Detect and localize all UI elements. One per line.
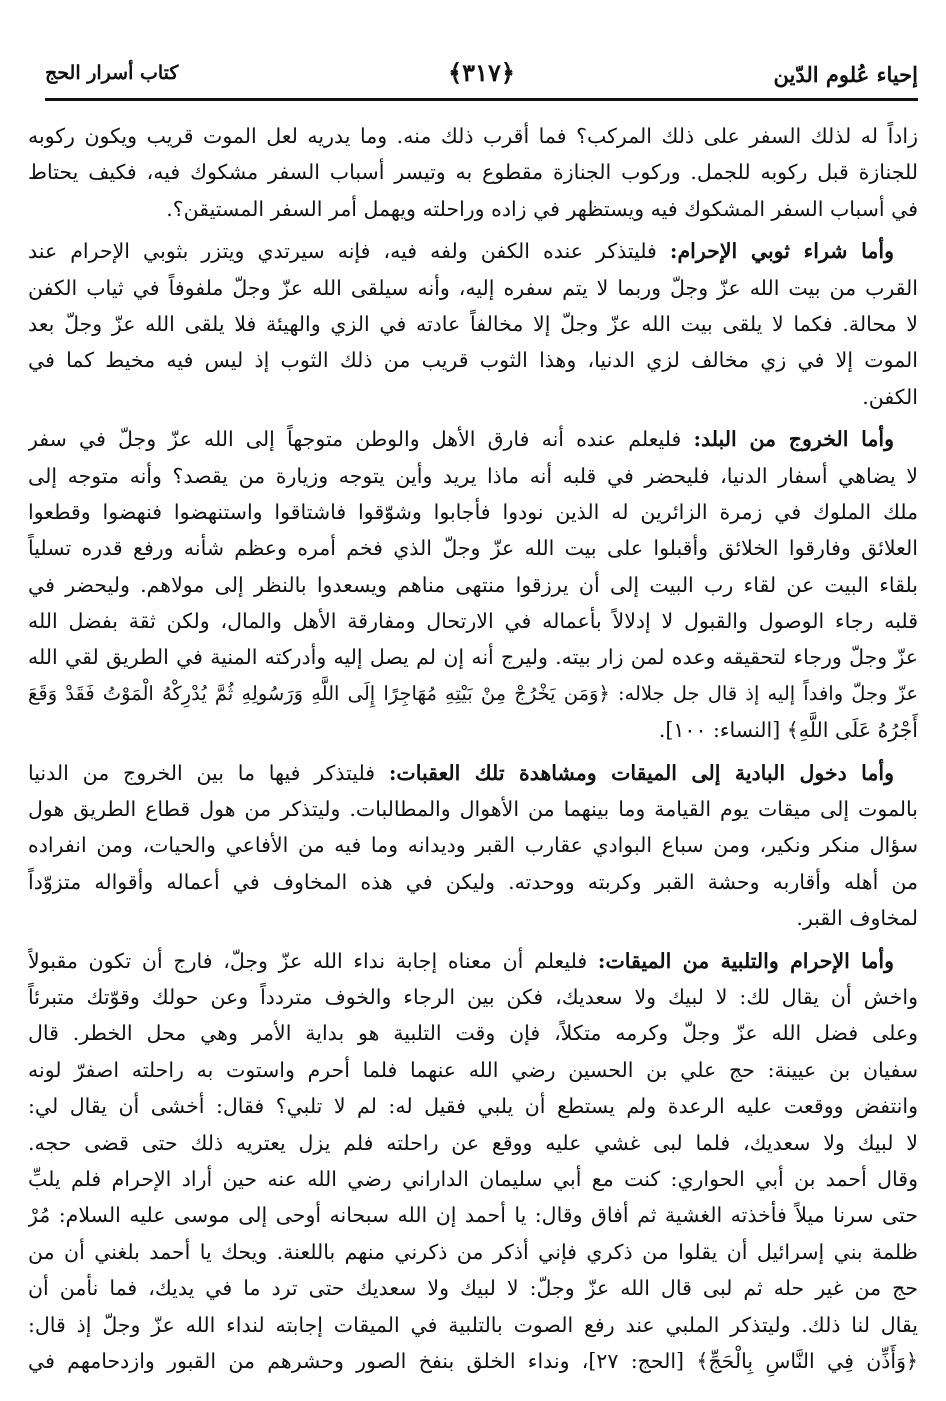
paragraph xyxy=(28,943,918,1380)
page-header xyxy=(45,58,918,98)
paragraph xyxy=(28,421,918,749)
header-rule xyxy=(45,98,918,101)
text-line: لا يضاهي أسفار الدنيا، فليحضر في قلبه أنه ماذا يريد وأين يتوجه وزيارة من يقصد؟ وأنه متوجه إلى xyxy=(28,463,918,488)
text-line: يقال لنا ذلك. وليتذكر الملبي عند رفع الصوت بالتلبية في الميقات إجابته لنداء الله عزّ وجلّ إذ قال: xyxy=(28,1312,918,1337)
text-line: ملك الملوك في زمرة الزائرين له الذين نودوا فأجابوا وشوّقوا فاشتاقوا واستنهضوا فنهضوا وقطعوا xyxy=(28,499,918,524)
text-line: قلبه رجاء الوصول والقبول لا إدلالاً بأعماله في الارتحال ومفارقة الأهل والمال، ولكن ثقة بفضل الله xyxy=(28,609,918,634)
text-line: عزّ وجلّ ورجاء لتحقيقه وعده لمن زار بيته. وليرج أنه إن لم يصل إليه وأدركته المنية في الطريق لقي الله xyxy=(28,645,918,670)
text-line: العلائق وفارقوا الخلائق وأقبلوا على بيت الله عزّ وجلّ الذي فخم أمره وعظم شأنه ورفع قدره تسلياً xyxy=(28,536,918,561)
text-line: لا لبيك ولا سعديك، فلما لبى غشي عليه ووقع عن راحلته فلم يزل يعتريه ذلك حتى قضى حجه. xyxy=(28,1130,918,1155)
text-line: القرب من بيت الله عزّ وجلّ وربما لا يتم سفره إليه، وأنه سيلقى الله عزّ وجلّ ملفوفاً في ثياب الكفن xyxy=(28,275,918,300)
text-span: فليعلم أن معناه إجابة نداء الله عزّ وجلّ، فارج أن تكون مقبولاً xyxy=(28,948,598,973)
text-span: فليتذكر عنده الكفن ولفه فيه، فإنه سيرتدي ويتزر بثوبي الإحرام عند xyxy=(28,239,670,264)
quran-quote-line: عزّ وجلّ وافداً إليه إذ قال جل جلاله: ﴿وَمَن يَخْرُجْ مِنْ بَيْتِهِ مُهَاجِرًا إِلَى اللَّهِ وَرَسُولِهِ ثُمَّ يُدْرِكْهُ الْمَوْتُ فَقَدْ وَقَعَ xyxy=(28,681,918,705)
text-line: لا محالة. فكما لا يلقى بيت الله عزّ وجلّ إلا مخالفاً عادته في الزي والهيئة فلا يلقى الله عزّ وجلّ بعد xyxy=(28,311,918,336)
text-line: حتى سرنا ميلاً فأخذته الغشية ثم أفاق وقال: يا أحمد إن الله سبحانه أوحى إلى موسى عليه السلام: مُرْ xyxy=(28,1203,918,1228)
text-line: بالموت إلى ميقات يوم القيامة وما بينهما من الأهوال والمطالبات. وليتذكر من هول قطاع الطريق هول xyxy=(28,797,918,822)
text-line: الكفن. xyxy=(862,384,918,409)
section-heading: وأما الخروج من البلد: xyxy=(693,427,894,452)
paragraph xyxy=(28,755,918,937)
text-line: وقال أحمد بن أبي الحواري: كنت مع أبي سليمان الداراني رضي الله عنه حين أراد الإحرام فلم يلبِّ xyxy=(28,1166,918,1191)
text-line: الموت إلا في زي مخالف لزي الدنيا، وهذا الثوب قريب من ذلك الثوب إذ ليس فيه مخيط كما في xyxy=(28,348,918,373)
page-body xyxy=(28,118,918,1385)
section-heading: وأما دخول البادية إلى الميقات ومشاهدة تلك العقبات: xyxy=(388,760,895,785)
chapter-title: كتاب أسرار الحج xyxy=(45,62,179,84)
paragraph xyxy=(28,233,918,415)
page-number: ﴿٣١٧﴾ xyxy=(448,58,515,87)
text-line: سؤال منكر ونكير، ومن سباع البوادي عقارب القبر وديدانه وما فيه من الأفاعي والحيات، ومن انفراده xyxy=(28,833,918,858)
text-line: وعلى فضل الله عزّ وجلّ وكرمه متكلاً، فإن وقت التلبية هو بداية الأمر وهي محل الخطر. قال xyxy=(28,1021,918,1046)
section-heading: وأما الإحرام والتلبية من الميقات: xyxy=(597,948,894,973)
text-line xyxy=(28,421,918,457)
text-line: سفيان بن عيينة: حج علي بن الحسين رضي الله عنهما فلما أحرم واستوت به راحلته اصفرّ لونه xyxy=(28,1057,918,1082)
quran-quote-line: أَجْرُهُ عَلَى اللَّهِ﴾ [النساء: ١٠٠]. xyxy=(658,718,918,743)
text-line: زاداً له لذلك السفر على ذلك المركب؟ فما أقرب ذلك منه. وما يدريه لعل الموت قريب ويكون ركوبه xyxy=(28,124,918,148)
text-line: وانتفض ووقعت عليه الرعدة ولم يستطع أن يلبي فقيل له: لم لا تلبي؟ فقال: أخشى أن يقال لي: xyxy=(28,1094,918,1119)
text-line xyxy=(28,755,918,791)
text-line: حج من غير حله ثم لبى قال الله عزّ وجلّ: لا لبيك ولا سعديك حتى ترد ما في يديك، فما نأمن أن xyxy=(28,1276,918,1301)
text-line: في أسباب السفر المشكوك فيه ويستظهر في زاده وراحلته ويهمل أمر السفر المستيقن؟. xyxy=(166,196,918,221)
text-span: فليعلم عنده أنه فارق الأهل والوطن متوجهاً إلى الله عزّ وجلّ في سفر xyxy=(28,427,694,452)
section-heading: وأما شراء ثوبي الإحرام: xyxy=(669,239,894,264)
text-line xyxy=(28,233,918,269)
text-line: ظلمة بني إسرائيل أن يقلوا من ذكري فإني أذكر من ذكرني منهم باللعنة. ويحك يا أحمد بلغني أن من xyxy=(28,1239,918,1264)
paragraph xyxy=(28,118,918,227)
text-line xyxy=(28,943,918,979)
text-span: فليتذكر فيها ما بين الخروج من الدنيا xyxy=(28,760,389,785)
text-line: لمخاوف القبر. xyxy=(796,906,918,931)
text-line: بلقاء البيت عن لقاء رب البيت إلى أن يرزقوا منتهى مناهم ويسعدوا بالنظر إلى مولاهم. وليحضر في xyxy=(28,572,918,597)
quran-quote-line: ﴿وَأَذِّن فِي النَّاسِ بِالْحَجِّ﴾ [الحج: ٢٧]، ونداء الخلق بنفخ الصور وحشرهم من القبور وازدحامهم في xyxy=(28,1348,918,1373)
text-line: من أهله وأقاربه وحشة القبر وكربته ووحدته. وليكن في هذه المخاوف في أعماله وأقواله متزوّداً xyxy=(28,869,918,894)
book-title: إحياء عُلوم الدّين xyxy=(773,62,918,87)
text-line: للجنازة قبل ركوبه للجمل. وركوب الجنازة مقطوع به وتيسر أسباب السفر مشكوك فيه، فكيف يحتاط xyxy=(28,160,918,185)
text-line: واخش أن يقال لك: لا لبيك ولا سعديك، فكن بين الرجاء والخوف متردداً وعن حولك وقوّتك متبرئاً xyxy=(28,984,918,1009)
